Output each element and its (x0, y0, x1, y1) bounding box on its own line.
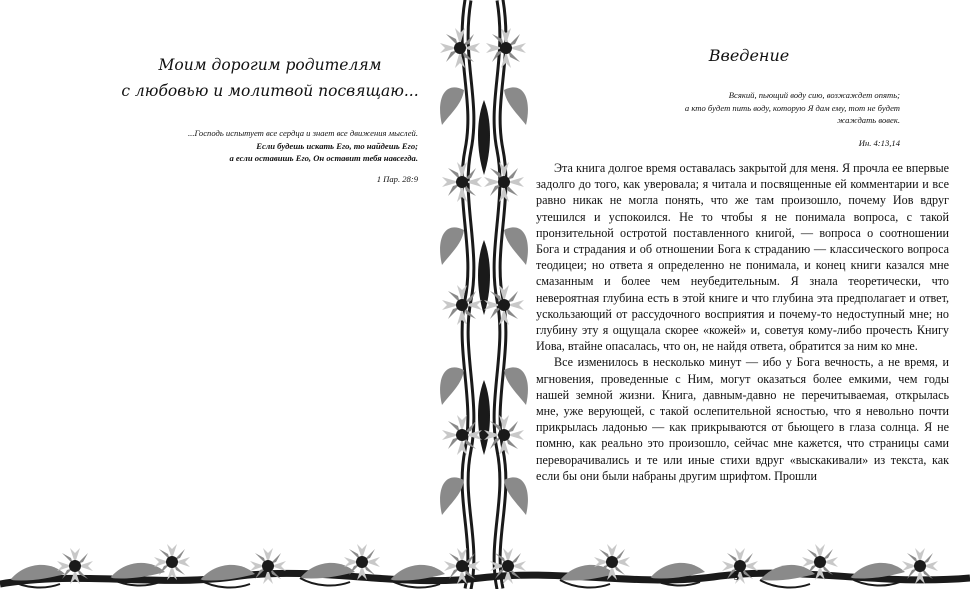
left-epigraph (98, 127, 418, 185)
flower-vine-ornament-icon (440, 0, 528, 589)
epigraph-line: а кто будет пить воду, которую Я дам ему, тот не будет (684, 102, 900, 113)
body-text (536, 160, 949, 484)
epigraph-line: Всякий, пьющий воду сию, возжаждет опять; (728, 90, 900, 100)
epigraph-reference: Ин. 4:13,14 (858, 137, 900, 148)
dedication-line: Моим дорогим родителям (158, 56, 382, 74)
epigraph-reference: 1 Пар. 28:9 (376, 173, 418, 184)
epigraph-line: жаждать вовек. (837, 115, 900, 125)
epigraph-line: Если будешь искать Его, то найдешь Его; (256, 140, 418, 151)
right-page (528, 0, 970, 589)
right-epigraph (580, 89, 900, 149)
epigraph-line: а если оставишь Его, Он оставит тебя навсегда. (229, 153, 418, 163)
left-page (0, 0, 440, 589)
dedication (120, 52, 420, 104)
chapter-heading: Введение (708, 46, 790, 65)
paragraph: Все изменилось в несколько минут — ибо у Бога вечность, а не время, и мгновения, проведенные с Ним, могут оказаться более емкими, чем годы нашей земной жизни. Книга, давным-давно не перечитываемая, открылась мне, уже верующей, с такой ослепительной ясностью, что я невольно почти прикрылась ладонью — как прикрываются от бьющего в глаза солнца. Я не помню, как реально это произошло, сейчас мне кажется, что страницы сами переворачивались и те или иные стихи вдруг «выскакивали» из текста, как если бы они были набраны другим шрифтом. Прошли (536, 355, 949, 483)
paragraph: Эта книга долгое время оставалась закрытой для меня. Я прочла ее впервые задолго до того, как уверовала; я читала и посвященные ей комментарии и все равно никак не могла понять, что же там произошло, почему Иов вдруг утешился и успокоился. Не то чтобы я не понимала вопроса, с такой пронзительной остротой поставленного книгой, — вопроса о соотношении Бога и страдания и об отношении Бога к страданию — классического вопроса теодицеи; но ответа я определенно не понимала, и конец книги казался мне смазанным и более чем неубедительным. Я знала теоретически, что невероятная глубина есть в этой книге и что глубина эта предполагает и ответ, ускользающий от рассудочного восприятия и почему-то недоступный мне; но глубину эту я ощущала скорее «кожей» и, советуя кому-либо прочесть Книгу Иова, втайне опасалась, что он, не найдя ответа, обратится за ним ко мне. (536, 161, 949, 354)
dedication-line: с любовью и молитвой посвящаю... (121, 82, 419, 100)
epigraph-line: ...Господь испытует все сердца и знает все движения мыслей. (188, 128, 418, 138)
page-number: 5 (734, 572, 739, 583)
